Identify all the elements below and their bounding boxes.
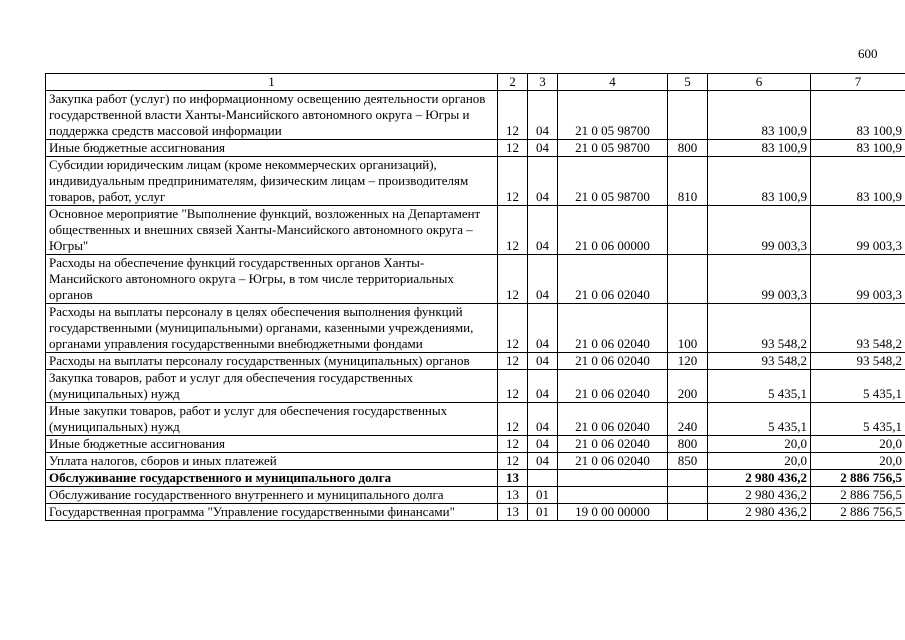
row-amount-col7: 2 886 756,5 xyxy=(811,487,905,504)
row-target-code: 21 0 06 02040 xyxy=(558,255,668,304)
table-row xyxy=(46,504,905,521)
row-amount-col7: 20,0 xyxy=(811,453,905,470)
row-section: 12 xyxy=(498,436,528,453)
row-expense-type: 100 xyxy=(668,304,708,353)
table-row xyxy=(46,140,905,157)
row-expense-type xyxy=(668,91,708,140)
table-row xyxy=(46,157,905,206)
row-amount-col6: 2 980 436,2 xyxy=(708,487,811,504)
row-target-code: 21 0 06 02040 xyxy=(558,353,668,370)
row-amount-col6: 20,0 xyxy=(708,453,811,470)
row-amount-col7: 5 435,1 xyxy=(811,370,905,403)
row-section: 12 xyxy=(498,255,528,304)
row-section: 13 xyxy=(498,487,528,504)
row-target-code: 21 0 05 98700 xyxy=(558,157,668,206)
row-expense-type xyxy=(668,470,708,487)
row-name: Обслуживание государственного внутреннего и муниципального долга xyxy=(46,487,498,504)
row-subsection: 04 xyxy=(528,157,558,206)
row-target-code: 21 0 06 02040 xyxy=(558,370,668,403)
row-subsection: 04 xyxy=(528,304,558,353)
row-subsection: 01 xyxy=(528,487,558,504)
row-expense-type: 120 xyxy=(668,353,708,370)
row-amount-col7: 5 435,1 xyxy=(811,403,905,436)
row-section: 12 xyxy=(498,206,528,255)
row-amount-col7: 83 100,9 xyxy=(811,157,905,206)
row-expense-type: 200 xyxy=(668,370,708,403)
row-expense-type xyxy=(668,255,708,304)
row-amount-col7: 93 548,2 xyxy=(811,304,905,353)
row-expense-type: 800 xyxy=(668,140,708,157)
row-target-code: 21 0 06 02040 xyxy=(558,403,668,436)
row-name: Иные бюджетные ассигнования xyxy=(46,140,498,157)
row-section: 12 xyxy=(498,453,528,470)
row-name: Расходы на обеспечение функций государственных органов Ханты-Мансийского автономного округа – Югры, в том числе территориальных органов xyxy=(46,255,498,304)
row-amount-col7: 93 548,2 xyxy=(811,353,905,370)
row-expense-type xyxy=(668,206,708,255)
row-subsection: 04 xyxy=(528,453,558,470)
row-target-code xyxy=(558,470,668,487)
table-header-row xyxy=(46,74,905,91)
row-amount-col6: 20,0 xyxy=(708,436,811,453)
row-subsection: 04 xyxy=(528,403,558,436)
row-section: 12 xyxy=(498,140,528,157)
row-name: Уплата налогов, сборов и иных платежей xyxy=(46,453,498,470)
row-subsection: 04 xyxy=(528,353,558,370)
row-amount-col7: 99 003,3 xyxy=(811,206,905,255)
row-name: Основное мероприятие "Выполнение функций, возложенных на Департамент общественных и внешних связей Ханты-Мансийского автономного округа – Югры" xyxy=(46,206,498,255)
row-name: Расходы на выплаты персоналу в целях обеспечения выполнения функций государственными (муниципальными) органами, казенными учреждениями, органами управления государственными внебюджетными фондами xyxy=(46,304,498,353)
table-row xyxy=(46,353,905,370)
row-amount-col7: 20,0 xyxy=(811,436,905,453)
row-amount-col6: 2 980 436,2 xyxy=(708,470,811,487)
row-expense-type: 810 xyxy=(668,157,708,206)
row-section: 12 xyxy=(498,304,528,353)
row-amount-col6: 99 003,3 xyxy=(708,255,811,304)
row-expense-type xyxy=(668,487,708,504)
row-amount-col7: 2 886 756,5 xyxy=(811,504,905,521)
table-row xyxy=(46,206,905,255)
row-name: Иные бюджетные ассигнования xyxy=(46,436,498,453)
row-section: 13 xyxy=(498,504,528,521)
row-name: Субсидии юридическим лицам (кроме некоммерческих организаций), индивидуальным предпринимателям, физическим лицам – производителям товаров, работ, услуг xyxy=(46,157,498,206)
row-amount-col6: 93 548,2 xyxy=(708,304,811,353)
table-row xyxy=(46,304,905,353)
row-target-code: 21 0 06 00000 xyxy=(558,206,668,255)
budget-table xyxy=(45,73,905,521)
row-amount-col6: 93 548,2 xyxy=(708,353,811,370)
row-expense-type xyxy=(668,504,708,521)
row-section: 12 xyxy=(498,91,528,140)
row-amount-col6: 83 100,9 xyxy=(708,157,811,206)
header-col-5: 5 xyxy=(668,74,708,91)
header-col-7: 7 xyxy=(811,74,905,91)
row-expense-type: 800 xyxy=(668,436,708,453)
row-subsection: 04 xyxy=(528,436,558,453)
row-amount-col6: 2 980 436,2 xyxy=(708,504,811,521)
row-amount-col6: 83 100,9 xyxy=(708,140,811,157)
row-target-code: 19 0 00 00000 xyxy=(558,504,668,521)
row-subsection: 04 xyxy=(528,255,558,304)
table-row xyxy=(46,436,905,453)
row-target-code: 21 0 05 98700 xyxy=(558,140,668,157)
row-target-code: 21 0 06 02040 xyxy=(558,304,668,353)
page-number: 600 xyxy=(858,46,878,61)
row-section: 13 xyxy=(498,470,528,487)
row-amount-col6: 5 435,1 xyxy=(708,370,811,403)
row-amount-col6: 5 435,1 xyxy=(708,403,811,436)
row-name: Обслуживание государственного и муниципального долга xyxy=(46,470,498,487)
row-name: Государственная программа "Управление государственными финансами" xyxy=(46,504,498,521)
row-subsection: 04 xyxy=(528,91,558,140)
row-subsection: 01 xyxy=(528,504,558,521)
row-section: 12 xyxy=(498,353,528,370)
table-row xyxy=(46,255,905,304)
row-subsection: 04 xyxy=(528,206,558,255)
row-expense-type: 240 xyxy=(668,403,708,436)
row-amount-col7: 99 003,3 xyxy=(811,255,905,304)
row-expense-type: 850 xyxy=(668,453,708,470)
header-col-2: 2 xyxy=(498,74,528,91)
table-row xyxy=(46,91,905,140)
row-target-code xyxy=(558,487,668,504)
row-target-code: 21 0 06 02040 xyxy=(558,436,668,453)
table-row xyxy=(46,403,905,436)
table-row xyxy=(46,453,905,470)
row-name: Закупка товаров, работ и услуг для обеспечения государственных (муниципальных) нужд xyxy=(46,370,498,403)
row-target-code: 21 0 06 02040 xyxy=(558,453,668,470)
row-section: 12 xyxy=(498,403,528,436)
row-subsection: 04 xyxy=(528,140,558,157)
row-amount-col7: 83 100,9 xyxy=(811,140,905,157)
row-amount-col7: 83 100,9 xyxy=(811,91,905,140)
header-col-3: 3 xyxy=(528,74,558,91)
row-section: 12 xyxy=(498,370,528,403)
row-amount-col6: 99 003,3 xyxy=(708,206,811,255)
row-name: Иные закупки товаров, работ и услуг для обеспечения государственных (муниципальных) нужд xyxy=(46,403,498,436)
row-name: Расходы на выплаты персоналу государственных (муниципальных) органов xyxy=(46,353,498,370)
row-name: Закупка работ (услуг) по информационному освещению деятельности органов государственной власти Ханты-Мансийского автономного округа – Югры и поддержка средств массовой информации xyxy=(46,91,498,140)
header-col-4: 4 xyxy=(558,74,668,91)
row-target-code: 21 0 05 98700 xyxy=(558,91,668,140)
row-subsection: 04 xyxy=(528,370,558,403)
table-row xyxy=(46,470,905,487)
row-subsection xyxy=(528,470,558,487)
row-amount-col7: 2 886 756,5 xyxy=(811,470,905,487)
row-amount-col6: 83 100,9 xyxy=(708,91,811,140)
row-section: 12 xyxy=(498,157,528,206)
header-col-6: 6 xyxy=(708,74,811,91)
header-col-1: 1 xyxy=(46,74,498,91)
table-row xyxy=(46,370,905,403)
table-row xyxy=(46,487,905,504)
